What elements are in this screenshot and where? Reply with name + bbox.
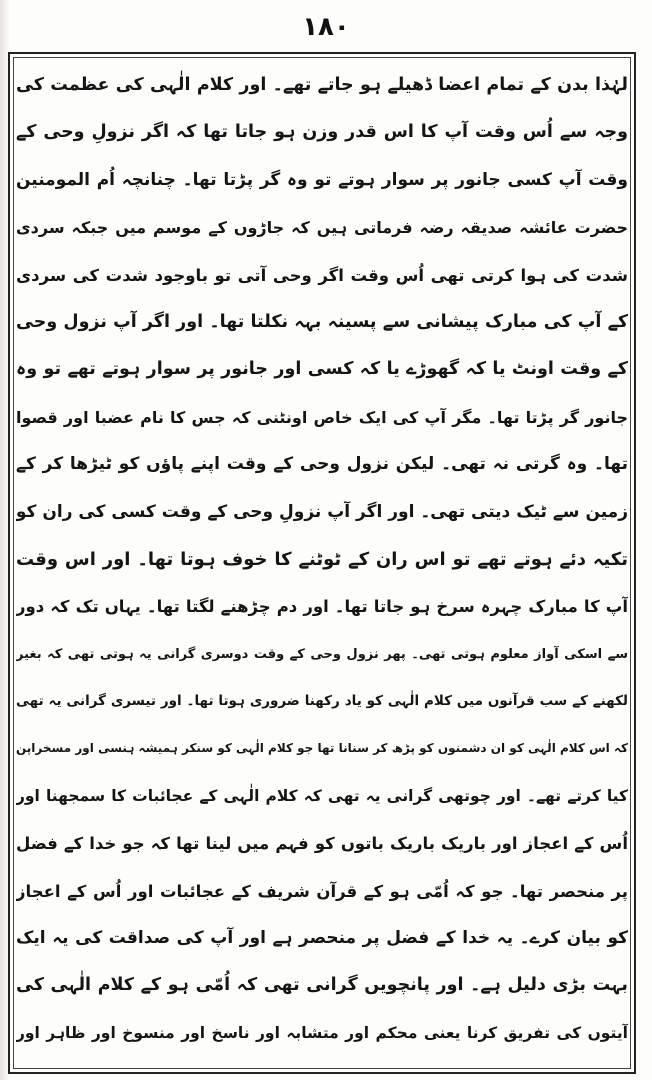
- text-line: وجہ سے اُس وقت آپ کا اس قدر وزن ہو جاتا تھا کہ اگر نزولِ وحی کے: [16, 122, 628, 143]
- text-line: تکیہ دئے ہوتے تھے تو اس ران کے ٹوٹنے کا خوف ہوتا تھا۔ اور اس وقت: [16, 548, 628, 570]
- text-line: پر منحصر تھا۔ جو کہ اُمّی ہو کے قرآن شریف کے عجائبات اور اُس کے اعجاز: [16, 881, 628, 901]
- text-line: آیتوں کی تفریق کرنا یعنی محکم اور متشابہ اور ناسخ اور منسوخ اور ظاہر اور: [16, 1023, 628, 1042]
- text-line: بہت بڑی دلیل ہے۔ اور پانچویں گرانی تھی کہ اُمّی ہو کے کلام الٰہی کی: [16, 975, 628, 996]
- page-number: ۱۸۰: [302, 12, 350, 42]
- text-line: سے اسکی آواز معلوم ہوتی تھی۔ پھر نزول وحی کے وقت دوسری گرانی یہ ہوتی تھی کہ بغیر: [16, 646, 628, 662]
- text-body: [16, 62, 628, 1062]
- text-line: آپ کا مبارک چہرہ سرخ ہو جاتا تھا۔ اور دم چڑھنے لگتا تھا۔ یہاں تک کہ دور: [16, 597, 628, 617]
- text-line: کہ اس کلام الٰہی کو ان دشمنوں کو پڑھ کر سنانا تھا جو کلام الٰہی کو سنکر ہمیشہ ہنسی اور مسخراپن: [16, 741, 628, 756]
- text-line: لہٰذا بدن کے تمام اعضا ڈھیلے ہو جاتے تھے۔ اور کلام الٰہی کی عظمت کی: [16, 75, 628, 95]
- text-line: حضرت عائشہ صدیقہ رضہ فرماتی ہیں کہ جاڑوں کے موسم میں جبکہ سردی: [16, 218, 628, 238]
- text-line: کیا کرتے تھے۔ اور چوتھی گرانی یہ تھی کہ کلام الٰہی کے عجائبات کا سمجھنا اور: [16, 786, 628, 805]
- text-line: تھا۔ وہ گرتی نہ تھی۔ لیکن نزول وحی کے وقت اپنے پاؤں کو ٹیڑھا کر کے: [16, 454, 628, 475]
- text-line: زمین سے ٹیک دیتی تھی۔ اور اگر آپ نزولِ وحی کے وقت کسی کی ران کو: [16, 501, 628, 522]
- text-line: اُس کے اعجاز اور باریک باریک باتوں کو فہم میں لینا تھا کہ جو خدا کے فضل: [16, 834, 628, 854]
- text-line: شدت کی ہوا کرتی تھی اُس وقت اگر وحی آتی تو باوجود شدت کی سردی: [16, 265, 628, 285]
- text-line: کے آپ کی مبارک پیشانی سے پسینہ بہہ نکلتا تھا۔ اور اگر آپ نزول وحی: [16, 311, 628, 332]
- text-line: کو بیان کرے۔ یہ خدا کے فضل پر منحصر ہے اور آپ کی صداقت کی یہ ایک: [16, 928, 628, 949]
- text-line: جانور گر پڑتا تھا۔ مگر آپ کی ایک خاص اونٹنی کہ جس کا نام عضبا اور قصوا: [16, 407, 628, 427]
- text-line: وقت آپ کسی جانور پر سوار ہوتے تو وہ گر پڑتا تھا۔ چنانچہ اُم المومنین: [16, 169, 628, 190]
- text-line: لکھنے کے سب قرآنوں میں کلام الٰہی کو یاد رکھنا ضروری ہوتا تھا۔ اور تیسری گرانی یہ تھی: [16, 693, 628, 710]
- text-line: کے وقت اونٹ یا کہ گھوڑے یا کہ کسی اور جانور پر سوار ہوتے تھے تو وہ: [16, 359, 628, 380]
